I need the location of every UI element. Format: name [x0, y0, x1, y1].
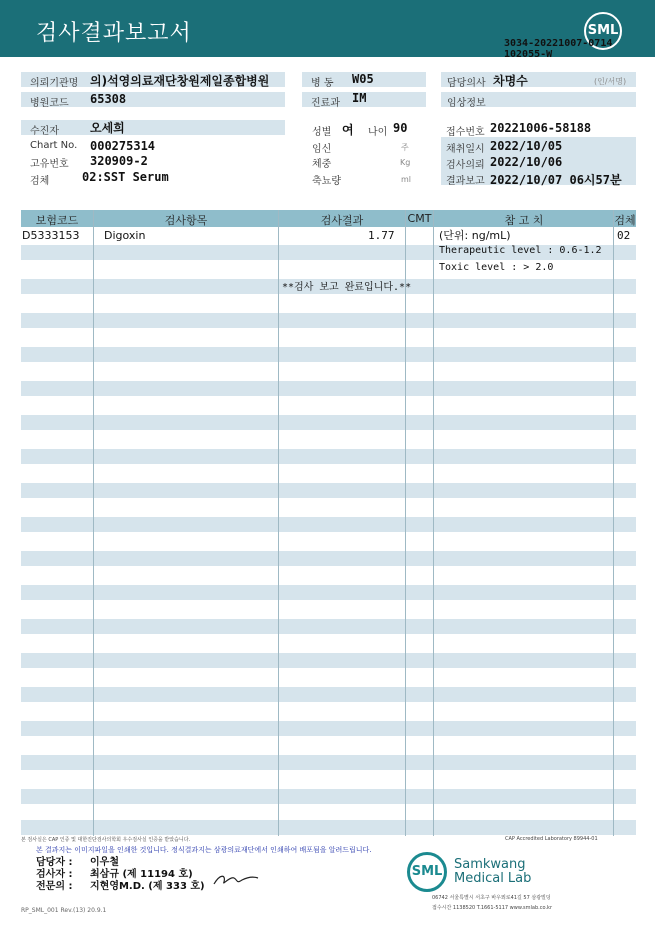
specialist-value: 지현영M.D. (제 333 호): [90, 881, 205, 892]
ward-label: 병 동: [311, 78, 334, 89]
collect-value: 2022/10/05: [490, 139, 563, 153]
table-row-stripe: [21, 789, 636, 804]
report-number: 3034-20221007-0714 102055-W: [504, 38, 613, 60]
receipt-label: 접수번호: [446, 127, 485, 138]
print-note: 본 결과지는 이미지파일을 인쇄한 것입니다. 정식결과지는 삼광의료재단에서 인쇄하여 배포됨을 알려드립니다.: [36, 846, 372, 854]
table-row-stripe: [21, 585, 636, 600]
table-row-stripe: [21, 347, 636, 362]
chart-label: Chart No.: [30, 140, 78, 151]
request-label: 검사의뢰: [446, 160, 485, 171]
urine-unit: ml: [401, 175, 412, 184]
sex-value: 여: [342, 123, 354, 137]
clinical-label: 임상정보: [447, 98, 486, 109]
report-label: 결과보고: [446, 176, 485, 187]
samkwang-logo-icon: SML: [407, 852, 447, 892]
doctor-sign: (인/서명): [594, 77, 627, 86]
row-code: D5333153: [22, 229, 80, 242]
table-row-stripe: [21, 755, 636, 770]
weight-label: 체중: [312, 159, 332, 170]
company-address: 06742 서울특별시 서초구 바우뫼로41길 57 삼광빌딩: [432, 895, 551, 901]
company-contact: 접수시간 1138520 T.1661-5117 www.smlab.co.kr: [432, 905, 553, 911]
table-row-stripe: [21, 415, 636, 430]
recipient-value: 오세희: [90, 121, 125, 135]
table-row-stripe: [21, 449, 636, 464]
company-name: Samkwang Medical Lab: [454, 857, 532, 886]
chart-value: 000275314: [90, 139, 156, 153]
table-row-stripe: [21, 551, 636, 566]
table-row-stripe: [21, 483, 636, 498]
table-row-stripe: [21, 517, 636, 532]
col-divider: [405, 210, 406, 836]
report-value: 2022/10/07 06시57분: [490, 173, 622, 187]
table-row-stripe: [21, 619, 636, 634]
table-row-stripe: [21, 820, 636, 835]
examiner-value: 최삼규 (제 11194 호): [90, 869, 193, 880]
row-result: 1.77: [368, 229, 395, 242]
sml-logo-icon: SML: [584, 12, 622, 50]
in-charge-value: 이우철: [90, 857, 119, 868]
table-row-stripe: [21, 687, 636, 702]
doctor-label: 담당의사: [447, 78, 486, 89]
doctor-value: 차명수: [493, 74, 528, 88]
age-value: 90: [393, 121, 408, 135]
pregnancy-unit: 주: [401, 143, 409, 152]
col-divider: [278, 210, 279, 836]
table-row-stripe: [21, 381, 636, 396]
col-cmt: CMT: [407, 212, 432, 225]
signature-icon: [212, 870, 262, 888]
form-code: RP_SML_001 Rev.(13) 20.9.1: [21, 907, 107, 914]
col-divider: [93, 210, 94, 836]
receipt-value: 20221006-58188: [490, 121, 592, 135]
col-code: 보험코드: [35, 214, 79, 227]
sex-label: 성별: [312, 127, 332, 138]
hospital-code-value: 65308: [90, 92, 127, 106]
dept-value: IM: [352, 91, 367, 105]
specimen-value: 02:SST Serum: [82, 170, 169, 184]
row-specimen-code: 02: [617, 229, 631, 242]
hospital-code-label: 병원코드: [30, 98, 69, 109]
col-divider: [433, 210, 434, 836]
weight-unit: Kg: [400, 158, 411, 167]
row-ref-toxic: Toxic level : > 2.0: [439, 262, 554, 273]
specimen-label: 검체: [30, 176, 50, 187]
collect-label: 채취일시: [446, 144, 485, 155]
cap-note: CAP Accredited Laboratory 89944-01: [505, 836, 598, 842]
age-label: 나이: [368, 127, 388, 138]
examiner-label: 검사자 :: [36, 869, 73, 880]
cert-note: 본 검사실은 CAP 인증 및 대한진단검사의학회 우수검사실 인증을 받았습니다.: [21, 837, 191, 843]
col-reference: 참 고 치: [504, 214, 544, 227]
report-title: 검사결과보고서: [36, 21, 192, 46]
specialist-label: 전문의 :: [36, 881, 73, 892]
recipient-label: 수진자: [30, 126, 59, 137]
col-specimen: 검체: [614, 214, 636, 227]
hospital-label: 의뢰기관명: [30, 78, 79, 89]
urine-label: 축뇨량: [312, 176, 341, 187]
table-row-stripe: [21, 653, 636, 668]
col-item: 검사항목: [164, 214, 208, 227]
col-result: 검사결과: [320, 214, 364, 227]
table-row-stripe: [21, 313, 636, 328]
dept-label: 진료과: [311, 98, 340, 109]
col-divider: [613, 210, 614, 836]
request-value: 2022/10/06: [490, 155, 563, 169]
pregnancy-label: 임신: [312, 144, 332, 155]
hospital-value: 의)석영의료재단창원제일종합병원: [90, 74, 270, 88]
row-item: Digoxin: [104, 229, 146, 242]
in-charge-label: 담당자 :: [36, 857, 73, 868]
id-value: 320909-2: [90, 154, 148, 168]
table-row-stripe: [21, 721, 636, 736]
recipient-bar: [21, 120, 285, 135]
complete-message: **검사 보고 완료입니다.**: [282, 282, 412, 293]
row-ref-therapeutic: Therapeutic level : 0.6-1.2: [439, 245, 602, 256]
id-label: 고유번호: [30, 159, 69, 170]
row-ref-unit: (단위: ng/mL): [439, 229, 511, 242]
ward-value: W05: [352, 72, 374, 86]
